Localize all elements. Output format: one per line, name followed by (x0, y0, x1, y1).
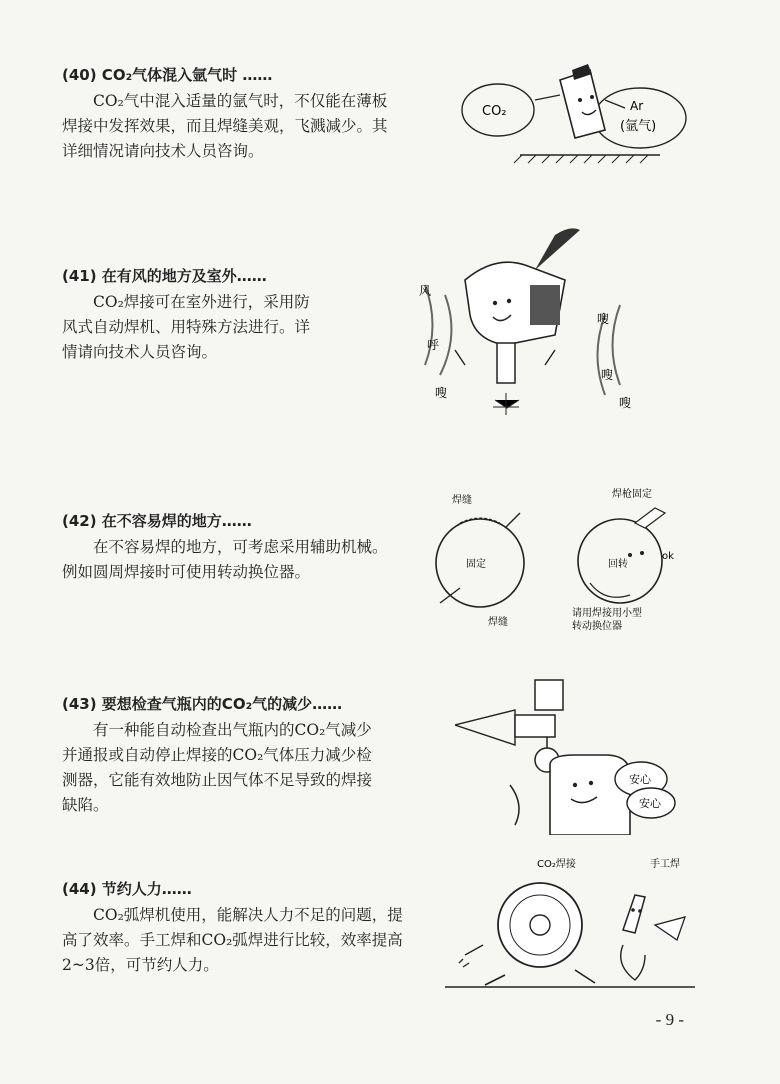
section-41 (62, 265, 320, 365)
wind-word: 风 (419, 284, 432, 298)
whoosh-word-2: 嗖 (435, 386, 448, 400)
section-body: CO₂弧焊机使用，能解决人力不足的问题，提高了效率。手工焊和CO₂弧焊进行比较，效率提高2~3倍，可节约人力。 (62, 906, 403, 974)
section-43 (62, 693, 380, 818)
caption-line-2: 转动换位器 (572, 621, 622, 632)
windshield-hood-icon (530, 285, 560, 325)
co2-label: CO₂ (482, 104, 507, 119)
argon-label: Ar (630, 99, 644, 113)
section-body: 有一种能自动检查出气瓶内的CO₂气减少并通报或自动停止焊接的CO₂气体压力减少检测器，它能有效地防止因气体不足导致的焊接缺陷。 (62, 721, 373, 814)
section-44 (62, 878, 418, 978)
figure-co2-vs-manual-cartoon (445, 855, 695, 995)
whoosh-word-1: 呼 (427, 338, 440, 352)
figure-co2-argon-cartoon (460, 60, 700, 170)
page-number: - 9 - (655, 1010, 684, 1029)
weld-seam-label-top: 焊缝 (452, 495, 472, 506)
section-body: CO₂焊接可在室外进行，采用防风式自动焊机、用特殊方法进行。详情请向技术人员咨询。 (62, 293, 311, 361)
gas-cylinder-character (550, 755, 630, 835)
figure-positioner-diagram (430, 483, 700, 633)
flag-icon (655, 917, 685, 940)
whoosh-word-3: 嗖 (597, 312, 610, 326)
torch-fixed-label: 焊枪固定 (612, 489, 652, 500)
co2-welding-label: CO₂焊接 (537, 859, 576, 870)
torch-character (560, 70, 605, 138)
welder-figures-icon (440, 513, 520, 603)
ok-label: ok (662, 551, 674, 562)
section-42 (62, 510, 392, 585)
section-40 (62, 64, 402, 164)
section-title: (40) CO₂气体混入氩气时 …… (62, 66, 273, 84)
manual-electrode-character (623, 895, 645, 933)
relief-word-2: 安心 (639, 797, 661, 810)
rotation-label: 回转 (608, 559, 628, 570)
section-title: (44) 节约人力…… (62, 880, 192, 898)
section-body: 在不容易焊的地方，可考虑采用辅助机械。例如圆周焊接时可使用转动换位器。 (62, 538, 388, 581)
relief-word-1: 安心 (629, 773, 651, 786)
spark-icon (493, 393, 519, 415)
caption-line-1: 请用焊接用小型 (572, 608, 642, 619)
wire-spool-character (498, 883, 582, 967)
detector-icon (535, 680, 563, 710)
section-title: (41) 在有风的地方及室外…… (62, 267, 267, 285)
co2-torch-spark-icon (459, 945, 483, 967)
manual-welding-label: 手工焊 (650, 859, 680, 870)
figure-wind-welding-cartoon (405, 225, 655, 435)
section-body: CO₂气中混入适量的氩气时，不仅能在薄板焊接中发挥效果，而且焊缝美观，飞溅减少。其详细情况请向技术人员咨询。 (62, 92, 388, 160)
wind-left-icon (425, 285, 451, 375)
regulator-icon (515, 715, 555, 737)
torch-nozzle-icon (497, 343, 515, 383)
section-title: (42) 在不容易焊的地方…… (62, 512, 252, 530)
whoosh-word-5: 嗖 (619, 396, 632, 410)
argon-cloud (594, 88, 686, 148)
gas-spray-icon (455, 710, 515, 745)
cable-icon (535, 228, 580, 270)
running-legs-icon (485, 970, 595, 985)
figure-gas-detector-cartoon (455, 675, 685, 835)
section-title: (43) 要想检查气瓶内的CO₂气的减少…… (62, 695, 343, 713)
fixed-label: 固定 (466, 559, 486, 570)
weld-seam-label-bottom: 焊缝 (488, 617, 508, 628)
argon-cn-label: (氩气) (620, 119, 657, 134)
fixed-torch-icon (635, 508, 665, 528)
whoosh-word-4: 嗖 (601, 368, 614, 382)
